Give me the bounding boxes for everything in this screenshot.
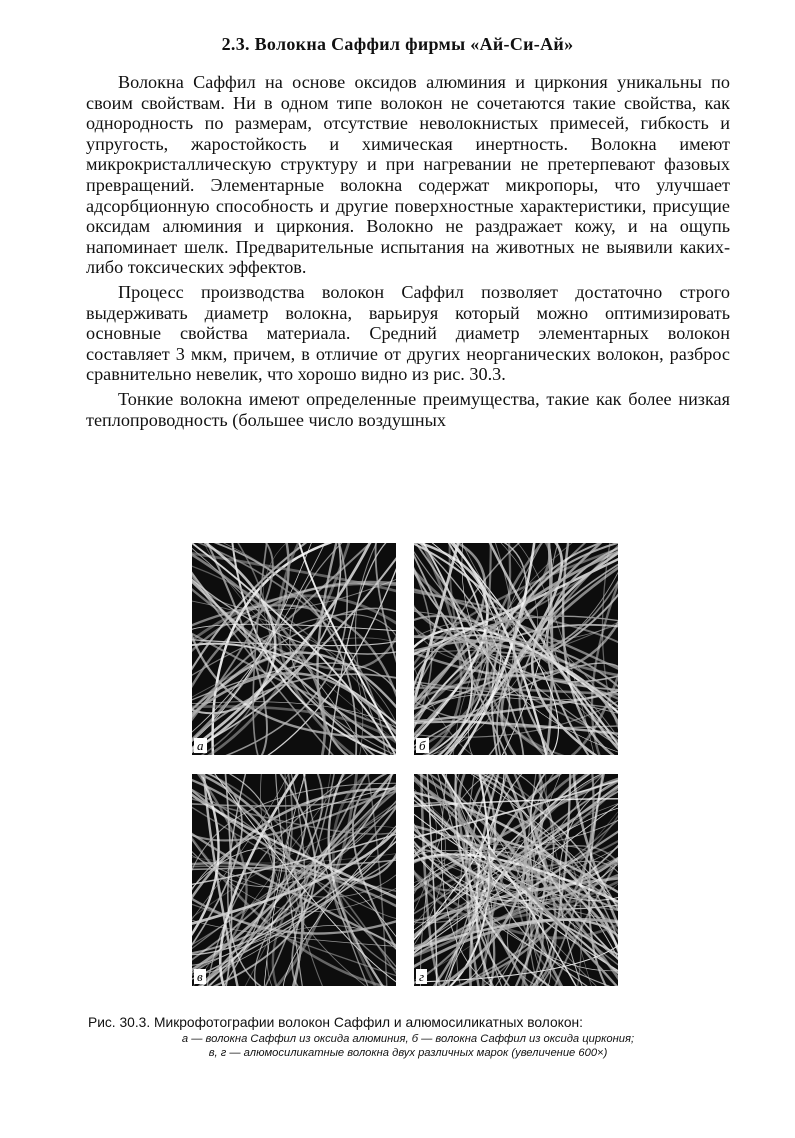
- panel-label-b: б: [416, 738, 429, 753]
- caption-legend-line-2: в, г — алюмосиликатные волокна двух различных марок (увеличение 600×): [208, 1047, 608, 1059]
- body-text: [86, 72, 730, 434]
- figure-caption: [88, 1014, 728, 1060]
- caption-title: Рис. 30.3. Микрофотографии волокон Саффил и алюмосиликатных волокон:: [88, 1015, 583, 1030]
- section-heading: 2.3. Волокна Саффил фирмы «Ай-Си-Ай»: [221, 34, 574, 54]
- panel-label-a: а: [194, 738, 207, 753]
- panel-label-c: в: [194, 969, 206, 984]
- micrograph-panel-c: [192, 774, 396, 986]
- caption-legend-line-1: а — волокна Саффил из оксида алюминия, б — волокна Саффил из оксида циркония;: [181, 1033, 635, 1045]
- paragraph-3: Тонкие волокна имеют определенные преимущества, такие как более низкая теплопроводность (большее число воздушных: [86, 388, 730, 430]
- figure-micrographs: [192, 543, 620, 986]
- paragraph-2: Процесс производства волокон Саффил позволяет достаточно строго выдерживать диаметр волокна, варьируя который можно оптимизировать основные свойства материала. Средний диаметр элементарных волокон составляет 3 мкм, причем, в отличие от других неорганических волокон, разброс сравнительно невелик, что хорошо видно из рис. 30.3.: [86, 281, 730, 385]
- panel-label-d: г: [416, 969, 427, 984]
- micrograph-panel-b: [414, 543, 618, 755]
- paragraph-1: Волокна Саффил на основе оксидов алюминия и циркония уникальны по своим свойствам. Ни в одном типе волокон не сочетаются такие свойства, как однородность по размерам, отсутствие неволокнистых примесей, гибкость и упругость, жаростойкость и химическая инертность. Волокна имеют микрокристаллическую структуру и при нагревании не претерпевают фазовых превращений. Элементарные волокна содержат микропоры, что улучшает адсорбционную способность и другие поверхностные характеристики, присущие оксидам алюминия и циркония. Волокно не раздражает кожу, и на ощупь напоминает шелк. Предварительные испытания на животных не выявили каких-либо токсических эффектов.: [86, 72, 730, 278]
- micrograph-panel-d: [414, 774, 618, 986]
- micrograph-panel-a: [192, 543, 396, 755]
